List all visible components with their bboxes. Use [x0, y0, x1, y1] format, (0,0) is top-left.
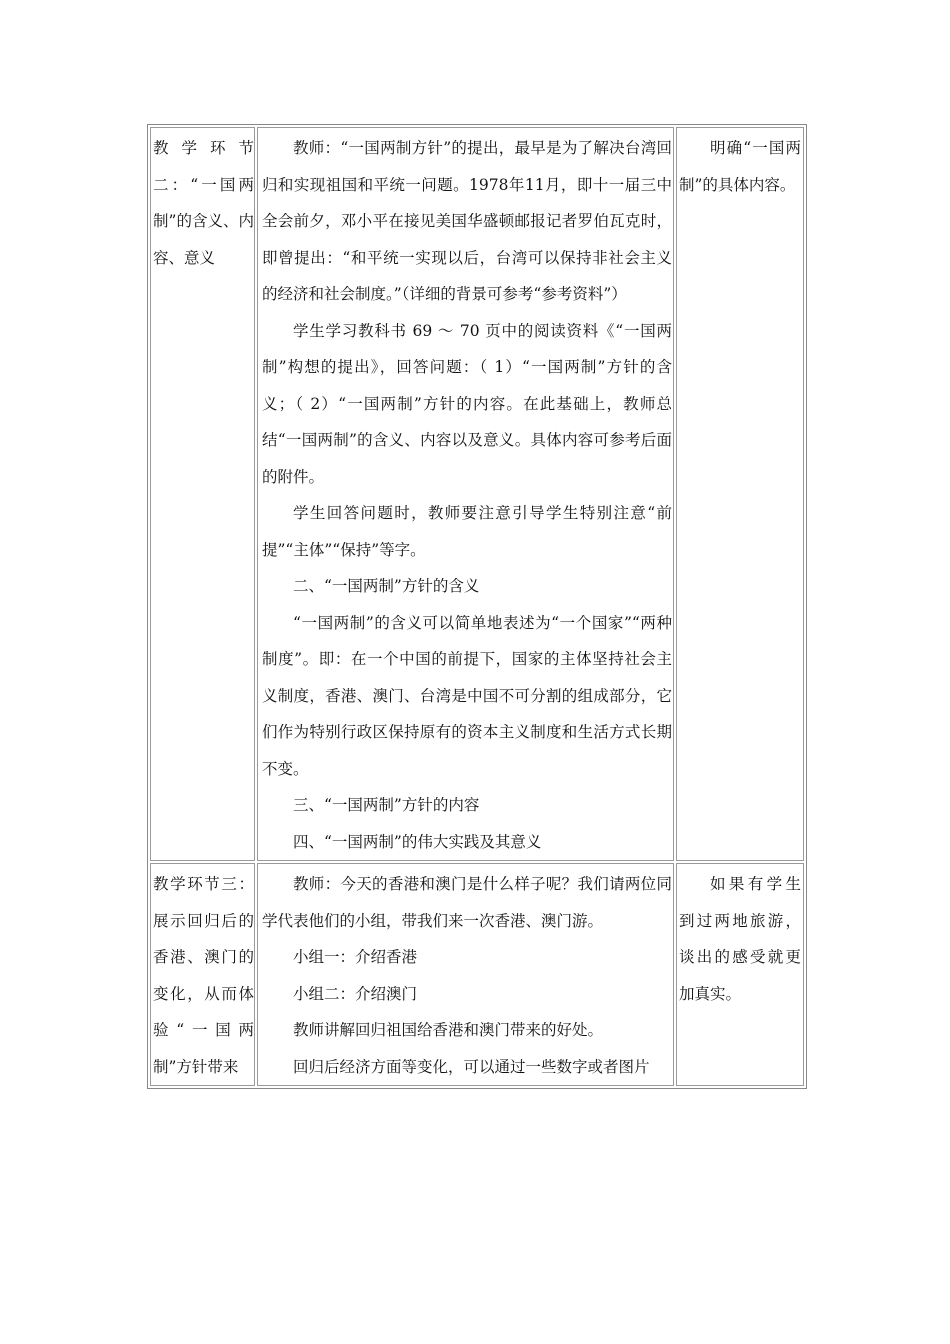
table-row	[150, 863, 804, 1086]
stage-title: 教学环节二：“一国两制”的含义、内容、意义	[153, 139, 254, 267]
stage-cell	[150, 863, 255, 1086]
section-heading: 二、“一国两制”方针的含义	[293, 577, 480, 595]
activity-paragraph: 教师：今天的香港和澳门是什么样子呢？我们请两位同学代表他们的小组，带我们来一次香港、澳门游。	[262, 875, 672, 930]
stage-cell	[150, 127, 255, 861]
activity-paragraph: 小组一：介绍香港	[293, 948, 418, 966]
activity-paragraph: “一国两制”的含义可以简单地表述为“一个国家”“两种制度”。即：在一个中国的前提下，国家的主体坚持社会主义制度，香港、澳门、台湾是中国不可分割的组成部分，它们作为特别行政区保持原有的资本主义制度和生活方式长期不变。	[262, 613, 672, 778]
activity-cell	[257, 863, 674, 1086]
activity-paragraph: 回归后经济方面等变化，可以通过一些数字或者图片	[293, 1057, 650, 1076]
design-note: 如果有学生到过两地旅游，谈出的感受就更加真实。	[679, 875, 801, 1003]
note-cell	[676, 863, 804, 1086]
section-heading: 四、“一国两制”的伟大实践及其意义	[293, 832, 542, 851]
activity-paragraph: 教师讲解回归祖国给香港和澳门带来的好处。	[293, 1021, 604, 1039]
activity-cell	[257, 127, 674, 861]
table-row	[150, 127, 804, 861]
activity-paragraph: 教师：“一国两制方针”的提出，最早是为了解决台湾回归和实现祖国和平统一问题。1978年11月，即十一届三中全会前夕，邓小平在接见美国华盛顿邮报记者罗伯瓦克时，即曾提出：“和平统一实现以后，台湾可以保持非社会主义的经济和社会制度。”（详细的背景可参考“参考资料”）	[262, 139, 672, 303]
stage-title: 教学环节三：展示回归后的香港、澳门的变化，从而体验“一国两制”方针带来	[153, 875, 254, 1076]
activity-paragraph: 学生学习教科书 69 ～ 70 页中的阅读资料《“一国两制”构想的提出》，回答问题：（ 1）“一国两制”方针的含义；（ 2）“一国两制”方针的内容。在此基础上，教师总结“一国两制”的含义、内容以及意义。具体内容可参考后面的附件。	[262, 321, 672, 486]
section-heading: 三、“一国两制”方针的内容	[293, 796, 480, 814]
note-cell	[676, 127, 804, 861]
design-note: 明确“一国两制”的具体内容。	[679, 139, 801, 194]
activity-paragraph: 小组二：介绍澳门	[293, 984, 418, 1003]
activity-paragraph: 学生回答问题时，教师要注意引导学生特别注意“前提”“主体”“保持”等字。	[262, 504, 672, 559]
lesson-plan-table	[147, 124, 807, 1089]
